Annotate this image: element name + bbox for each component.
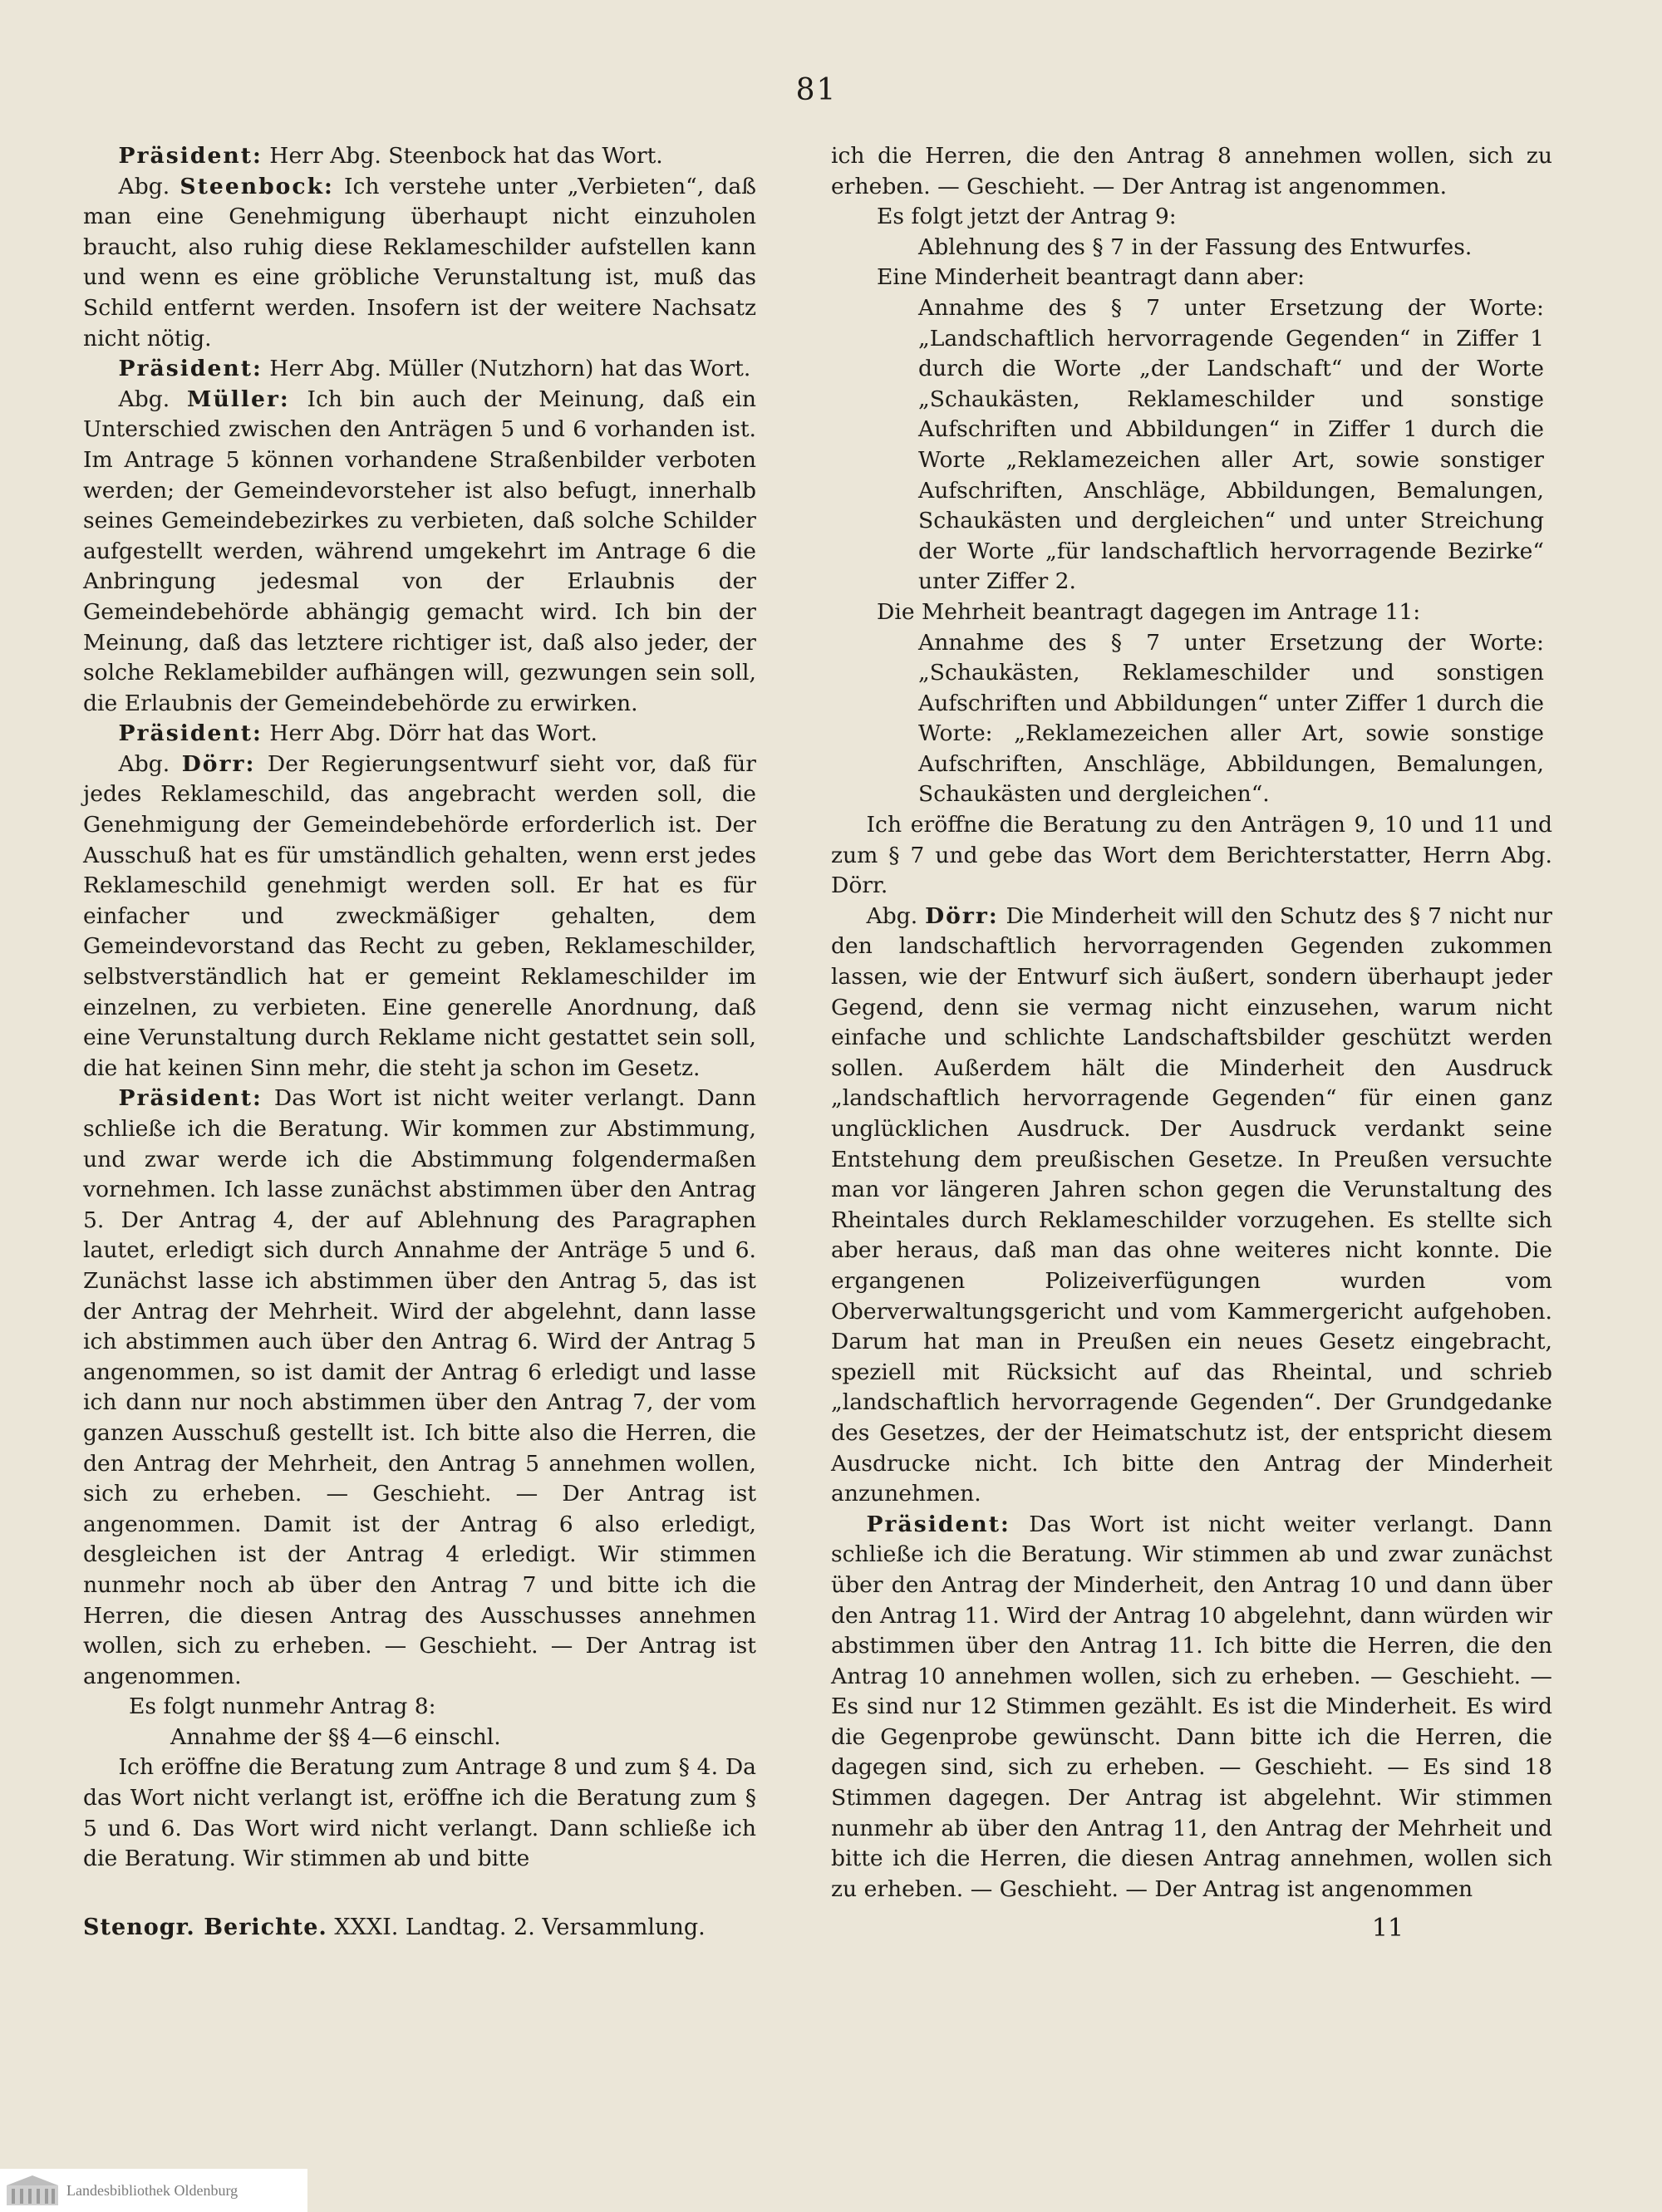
speech-paragraph xyxy=(83,354,756,385)
motion-text: Annahme des § 7 unter Ersetzung der Worte: „Landschaftlich hervorragende Gegenden“ in Ziffer 1 durch die Worte „der Landschaft“ und der Worte „Schaukästen, Reklameschilder und sonstige Aufschriften und Abbildungen“ in Ziffer 1 durch die Worte „Reklamezeichen aller Art, sowie sonstiger Aufschriften, Anschläge, Abbildungen, Bemalungen, Schaukästen und dergleichen“ und unter Streichung der Worte „für landschaftlich hervorragende Bezirke“ unter Ziffer 2. xyxy=(918,294,1544,595)
speech-paragraph xyxy=(83,1084,756,1692)
speaker-name: Präsident: xyxy=(866,1511,1010,1537)
page-footer xyxy=(83,1913,798,1943)
text-paragraph: Die Mehrheit beantragt dagegen im Antrage 11: xyxy=(877,598,1421,625)
motion-text: Annahme des § 7 unter Ersetzung der Worte: „Schaukästen, Reklameschilder und sonstigen Aufschriften und Abbildungen“ unter Ziffer 1 durch die Worte: „Reklamezeichen aller Art, sowie sonstige Aufschriften, Anschläge, Abbildungen, Bemalungen, Schaukästen und dergleichen“. xyxy=(918,629,1544,808)
motion-text: Ablehnung des § 7 in der Fassung des Entwurfes. xyxy=(918,233,1473,260)
speech-paragraph xyxy=(83,750,756,1084)
speech-text: Das Wort ist nicht weiter verlangt. Dann schließe ich die Beratung. Wir kommen zur Abstimmung, und zwar werde ich die Abstimmung folgendermaßen vornehmen. Ich lasse zunächst abstimmen über den Antrag 5. Der Antrag 4, der auf Ablehnung des Paragraphen lautet, erledigt sich durch Annahme der Anträge 5 und 6. Zunächst lasse ich abstimmen über den Antrag 5, das ist der Antrag der Mehrheit. Wird der abgelehnt, dann lasse ich abstimmen auch über den Antrag 6. Wird der Antrag 5 angenommen, so ist damit der Antrag 6 erledigt und lasse ich dann nur noch abstimmen über den Antrag 7, der vom ganzen Ausschuß gestellt ist. Ich bitte also die Herren, die den Antrag der Mehrheit, den Antrag 5 annehmen wollen, sich zu erheben. — Geschieht. — Der Antrag ist angenommen. Damit ist der Antrag 6 also erledigt, desgleichen ist der Antrag 4 erledigt. Wir stimmen nunmehr noch ab über den Antrag 7 und bitte ich die Herren, die diesen Antrag des Ausschusses annehmen wollen, sich zu erheben. — Geschieht. — Der Antrag ist angenommen. xyxy=(83,1085,756,1689)
signature-mark: 11 xyxy=(1371,1914,1404,1943)
speaker-name: Präsident: xyxy=(118,143,263,169)
page-number: 81 xyxy=(795,73,838,107)
speaker-name: Präsident: xyxy=(118,1085,263,1112)
speech-paragraph xyxy=(831,902,1552,1510)
right-column xyxy=(831,141,1552,1905)
library-name: Landesbibliothek Oldenburg xyxy=(66,2181,238,2199)
speech-text: Herr Abg. Dörr hat das Wort. xyxy=(269,720,597,747)
speech-text: Das Wort ist nicht weiter verlangt. Dann schließe ich die Beratung. Wir stimmen ab und zwar zunächst über den Antrag der Minderheit, den Antrag 10 und dann über den Antrag 11. Wird der Antrag 10 abgelehnt, dann würden wir abstimmen über den Antrag 11. Ich bitte die Herren, die den Antrag 10 annehmen wollen, sich zu erheben. — Geschieht. — Es sind nur 12 Stimmen gezählt. Es ist die Minderheit. Es wird die Gegenprobe gewünscht. Dann bitte ich die Herren, die dagegen sind, sich zu erheben. — Geschieht. — Es sind 18 Stimmen dagegen. Der Antrag ist abgelehnt. Wir stimmen nunmehr ab über den Antrag 11, den Antrag der Mehrheit und bitte ich die Herren, die diesen Antrag annehmen, wollen sich zu erheben. — Geschieht. — Der Antrag ist angenommen xyxy=(831,1511,1552,1902)
footer-text: XXXI. Landtag. 2. Versammlung. xyxy=(334,1915,706,1940)
speech-text: Der Regierungsentwurf sieht vor, daß für jedes Reklameschild, das angebracht werden soll, die Genehmigung der Gemeindebehörde erforderlich ist. Der Ausschuß hat es für umständlich gehalten, wenn erst jedes Reklameschild genehmigt werden soll. Er hat es für einfacher und zweckmäßiger gehalten, dem Gemeindevorstand das Recht zu geben, Reklameschilder, selbstverständlich hat er gemeint Reklameschilder im einzelnen, zu verbieten. Eine generelle Anordnung, daß eine Verunstaltung durch Reklame nicht gestattet sein soll, die hat keinen Sinn mehr, die steht ja schon im Gesetz. xyxy=(83,750,756,1081)
speaker-prefix: Abg. xyxy=(118,386,170,412)
speech-paragraph xyxy=(83,385,756,720)
speech-text: Herr Abg. Müller (Nutzhorn) hat das Wort. xyxy=(269,356,751,382)
speaker-name: Präsident: xyxy=(118,356,263,382)
speaker-name: Müller: xyxy=(187,386,290,412)
speaker-name: Steenbock: xyxy=(179,173,334,199)
speech-text: Ich bin auch der Meinung, daß ein Unterschied zwischen den Anträgen 5 und 6 vorhanden ist. Im Antrage 5 können vorhandene Straßenbilder verboten werden; der Gemeindevorsteher ist also befugt, innerhalb seines Gemeindebezirkes zu verbieten, daß solche Schilder aufgestellt werden, während umgekehrt im Antrage 6 die Anbringung jedesmal von der Erlaubnis der Gemeindebehörde abhängig gemacht wird. Ich bin der Meinung, daß das letztere richtiger ist, daß also jeder, der solche Reklamebilder aufhängen will, gezwungen sein soll, die Erlaubnis der Gemeindebehörde zu erwirken. xyxy=(83,386,756,716)
speech-text: Ich verstehe unter „Verbieten“, daß man eine Genehmigung überhaupt nicht einzuholen braucht, also ruhig diese Reklameschilder aufstellen kann und wenn es eine gröbliche Verunstaltung ist, muß das Schild entfernt werden. Insofern ist der weitere Nachsatz nicht nötig. xyxy=(83,173,756,351)
text-paragraph: Ich eröffne die Beratung zu den Anträgen 9, 10 und 11 und zum § 7 und gebe das Wort dem Berichterstatter, Herrn Abg. Dörr. xyxy=(831,812,1552,899)
speaker-name: Dörr: xyxy=(925,902,999,929)
text-paragraph: ich die Herren, die den Antrag 8 annehmen wollen, sich zu erheben. — Geschieht. — Der Antrag ist angenommen. xyxy=(831,143,1552,199)
library-watermark xyxy=(0,2169,307,2212)
footer-label: Stenogr. Berichte. xyxy=(83,1915,327,1940)
speaker-name: Präsident: xyxy=(118,720,263,747)
library-building-icon xyxy=(5,2174,60,2207)
text-paragraph: Eine Minderheit beantragt dann aber: xyxy=(877,264,1306,291)
speaker-prefix: Abg. xyxy=(118,750,170,777)
speaker-prefix: Abg. xyxy=(866,902,918,929)
speech-text: Die Minderheit will den Schutz des § 7 nicht nur den landschaftlich hervorragenden Gegenden zukommen lassen, wie der Entwurf sich äußert, sondern überhaupt jeder Gegend, denn sie vermag nicht einzusehen, warum nicht einfache und schlichte Landschaftsbilder geschützt werden sollen. Außerdem hält die Minderheit den Ausdruck „landschaftlich hervorragende Gegenden“ für einen ganz unglücklichen Ausdruck. Der Ausdruck verdankt seine Entstehung dem preußischen Gesetze. In Preußen versuchte man vor längeren Jahren schon gegen die Verunstaltung des Rheintales durch Reklameschilder vorzugehen. Es stellte sich aber heraus, daß man das ohne weiteres nicht konnte. Die ergangenen Polizeiverfügungen wurden vom Oberverwaltungsgericht und vom Kammergericht aufgehoben. Darum hat man in Preußen ein neues Gesetz eingebracht, speziell mit Rücksicht auf das Rheintal, und schrieb „landschaftlich hervorragende Gegenden“. Der Grundgedanke des Gesetzes, der der Heimatschutz ist, der entspricht diesem Ausdrucke nicht. Ich bitte den Antrag der Minderheit anzunehmen. xyxy=(831,902,1552,1507)
text-paragraph: Ich eröffne die Beratung zum Antrage 8 und zum § 4. Da das Wort nicht verlangt ist, eröffne ich die Beratung zum § 5 und 6. Das Wort wird nicht verlangt. Dann schließe ich die Beratung. Wir stimmen ab und bitte xyxy=(83,1754,756,1872)
speech-paragraph xyxy=(83,172,756,355)
speaker-prefix: Abg. xyxy=(118,173,170,199)
left-column xyxy=(83,141,756,1875)
speech-paragraph xyxy=(831,1510,1552,1905)
speech-paragraph xyxy=(83,141,756,172)
speech-paragraph xyxy=(83,719,756,750)
text-paragraph: Es folgt jetzt der Antrag 9: xyxy=(877,204,1177,230)
speaker-name: Dörr: xyxy=(181,750,256,777)
text-paragraph: Es folgt nunmehr Antrag 8: xyxy=(129,1693,436,1720)
motion-text: Annahme der §§ 4—6 einschl. xyxy=(170,1723,501,1750)
speech-text: Herr Abg. Steenbock hat das Wort. xyxy=(269,143,663,169)
